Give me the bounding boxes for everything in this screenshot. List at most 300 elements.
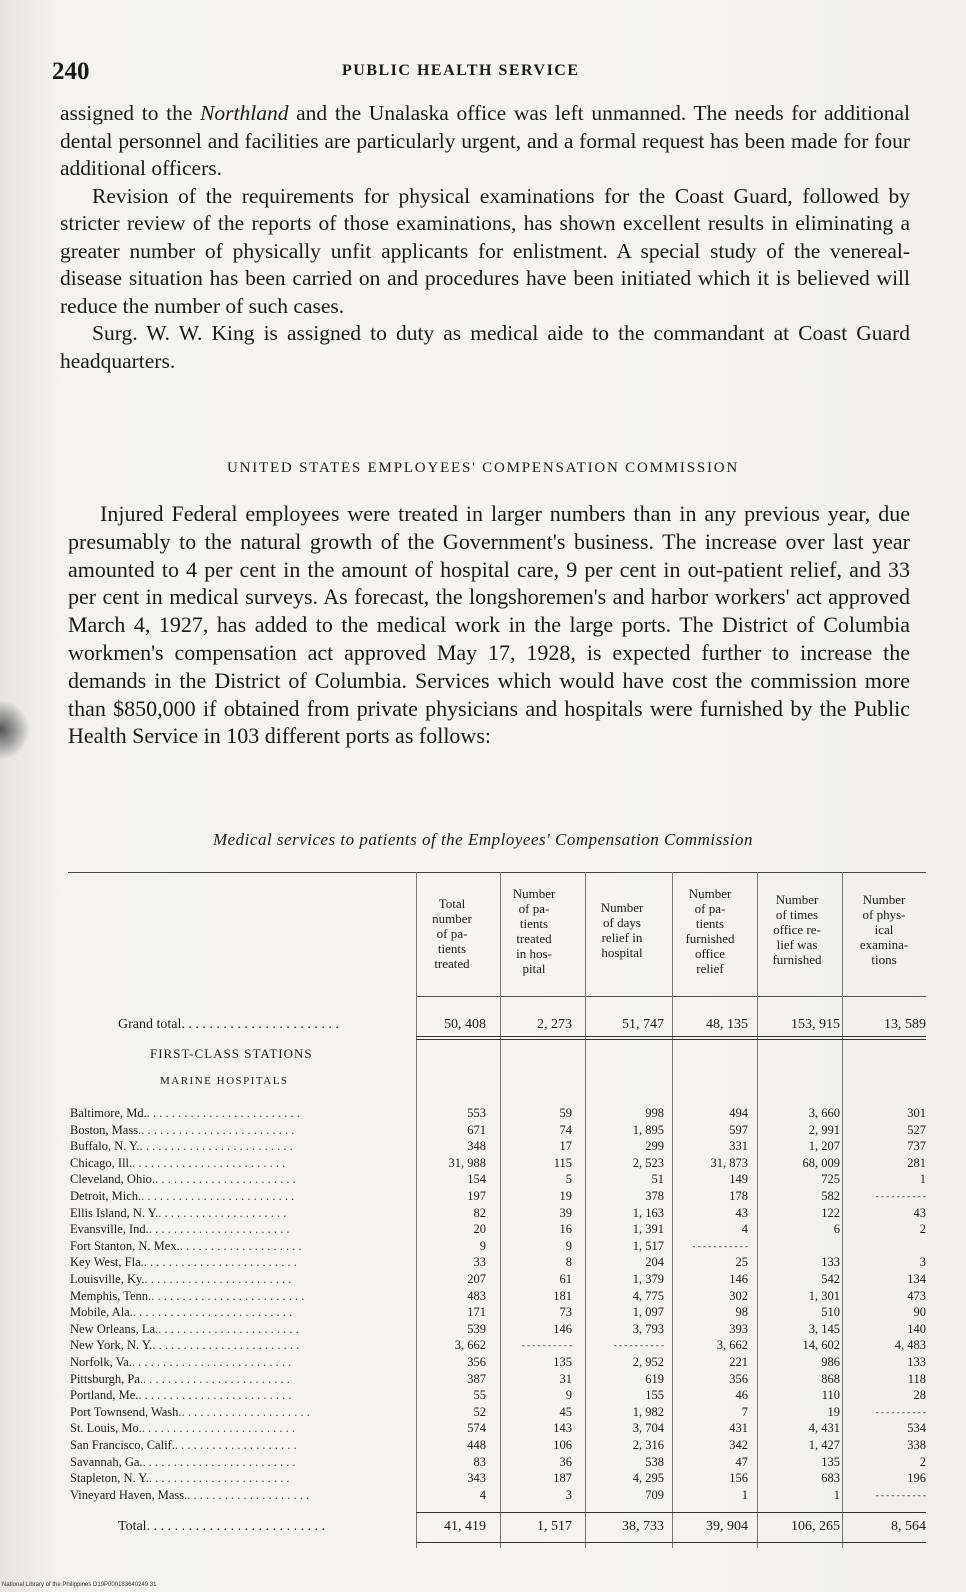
table-cell: 986: [821, 1355, 840, 1369]
row-label: [70, 1139, 293, 1153]
table-row: [70, 1322, 926, 1336]
table-cell: 1, 517: [632, 1238, 664, 1253]
table-cell: 2: [919, 1454, 926, 1469]
leader-dots: . . . . . . . . . . . . . . . . . . . .: [174, 1438, 297, 1452]
row-label-text: Grand total: [118, 1018, 182, 1032]
table-cell: 3, 793: [632, 1321, 664, 1336]
table-cell: 1, 301: [808, 1288, 840, 1303]
row-label: [70, 1289, 304, 1303]
table-row: [70, 1338, 926, 1352]
table-row: [70, 1455, 926, 1469]
table-cell: 393: [729, 1321, 748, 1336]
table-cell: 155: [645, 1388, 664, 1403]
column-header-line: relief: [696, 961, 724, 976]
table-cell: 204: [645, 1255, 664, 1270]
total-rule-top: [416, 1512, 926, 1513]
table-cell: 709: [645, 1487, 664, 1502]
leader-dots: . . . . . . . . . . . . . . . . . . . . . . . . . .: [132, 1305, 293, 1320]
row-label: [118, 1018, 339, 1032]
column-header-5: [757, 892, 837, 967]
leader-dots: . . . . . . . . . . . . . . . . . . . . . . . . .: [151, 1288, 305, 1303]
table-cell: 574: [467, 1421, 486, 1436]
row-label-text: Cleveland, Ohio.: [70, 1172, 156, 1187]
table-cell: 1, 895: [632, 1122, 664, 1137]
table-cell: 28: [913, 1388, 926, 1403]
table-cell: 197: [467, 1189, 486, 1203]
table-cell: 146: [729, 1272, 748, 1286]
table-cell: 146: [553, 1321, 572, 1336]
column-header-1: [417, 896, 487, 971]
table-cell: 8: [565, 1255, 572, 1270]
leader-dots: . . . . . . . . . . . . . . . . . . . . . . .: [158, 1321, 299, 1336]
table-cell: 1, 427: [808, 1438, 840, 1452]
table-cell: 4, 775: [632, 1288, 664, 1303]
table-cell: 51, 747: [622, 1017, 664, 1032]
column-header-line: of phys-: [862, 907, 906, 922]
table-cell: 90: [913, 1305, 926, 1320]
table-cell: 9: [565, 1238, 572, 1253]
row-label: [70, 1106, 300, 1120]
table-cell: 671: [467, 1122, 486, 1137]
table-row: [70, 1355, 926, 1369]
row-label: [70, 1372, 290, 1386]
table-row: [70, 1106, 926, 1120]
table-cell: 3, 660: [808, 1106, 840, 1120]
table-cell: 356: [467, 1355, 486, 1369]
row-label: [70, 1123, 294, 1137]
table-cell: 539: [467, 1321, 486, 1336]
table-cell: 122: [821, 1205, 840, 1220]
table-row: [70, 1488, 926, 1502]
leader-dots: . . . . . . . . . . . . . . . . . . . . . . .: [148, 1471, 290, 1486]
table-cell: 74: [559, 1122, 572, 1137]
table-cell: 510: [821, 1305, 840, 1320]
leader-dots: . . . . . . . . . . . . . . . . . . . .: [179, 1238, 302, 1253]
table-row: [70, 1405, 926, 1419]
subgroup-heading: MARINE HOSPITALS: [160, 1075, 289, 1087]
table-cell: 52: [473, 1404, 486, 1419]
row-label: [70, 1322, 299, 1336]
table-row: [70, 1438, 926, 1452]
leader-dots: . . . . . . . . . . . . . . . . . . . . . . . .: [144, 1272, 292, 1286]
table-cell: 25: [735, 1255, 748, 1270]
table-row: [70, 1206, 926, 1220]
column-header-line: furnished: [772, 952, 822, 967]
row-label: [70, 1405, 310, 1419]
table-row: [70, 1421, 926, 1435]
column-header-3: [582, 900, 662, 960]
table-cell: 1, 517: [537, 1519, 572, 1534]
row-label: [70, 1421, 295, 1435]
row-label: [70, 1488, 309, 1502]
row-label-text: Memphis, Tenn.: [70, 1288, 152, 1303]
table-cell: 43: [735, 1205, 748, 1220]
leader-dots: . . . . . . . . . . . . . . . . . . . . . . . . . .: [131, 1355, 292, 1369]
table-cell: 542: [821, 1272, 840, 1286]
leader-dots: . . . . . . . . . . . . . . . . . . . . . . . . .: [141, 1421, 296, 1436]
table-cell: 2: [919, 1222, 926, 1237]
row-label: [70, 1388, 292, 1402]
table-cell: 5: [565, 1172, 572, 1187]
row-label-text: San Francisco, Calif.: [70, 1438, 175, 1452]
table-cell: 9: [565, 1388, 572, 1403]
table-cell: 553: [467, 1106, 486, 1120]
table-row: [70, 1239, 926, 1253]
table-cell: 1, 379: [632, 1272, 664, 1286]
table-cell: 51: [651, 1172, 664, 1187]
row-label-text: Fort Stanton, N. Mex.: [70, 1238, 180, 1253]
section-body-text: [68, 500, 910, 750]
column-header-line: Number: [688, 886, 732, 901]
table-cell: 55: [473, 1388, 486, 1403]
table-cell: 118: [907, 1371, 926, 1386]
table-row: [70, 1156, 926, 1170]
column-header-line: examina-: [859, 937, 909, 952]
table-cell: 3: [565, 1487, 572, 1502]
leader-dots: . . . . . . . . . . . . . . . . . . . . . . . . .: [132, 1155, 286, 1170]
row-label-text: Total: [118, 1520, 147, 1534]
footer-credit: National Library of the Philippines D19P000183640249 31: [2, 1582, 157, 1588]
row-label: [70, 1272, 291, 1286]
column-header-line: furnished: [685, 931, 735, 946]
table-cell: 2, 952: [632, 1355, 664, 1369]
column-header-2: [499, 886, 569, 976]
table-cell: 221: [729, 1355, 748, 1369]
table-cell: - - - - - - - - - -: [613, 1340, 664, 1351]
leader-dots: . . . . . . . . . . . . . . . . . . . . . . . . .: [141, 1122, 295, 1137]
row-label: [70, 1156, 285, 1170]
table-cell: 1: [919, 1172, 926, 1187]
table-cell: 299: [645, 1139, 664, 1154]
column-header-line: of times: [775, 907, 819, 922]
table-cell: 110: [821, 1388, 840, 1403]
row-label: [70, 1189, 294, 1203]
table-cell: 36: [559, 1454, 572, 1469]
table-cell: 8, 564: [891, 1519, 926, 1534]
table-cell: 20: [473, 1222, 486, 1237]
table-top-rule: [68, 872, 926, 873]
table-cell: 9: [479, 1238, 486, 1253]
table-cell: 998: [645, 1106, 664, 1120]
row-label: [118, 1520, 325, 1534]
table-row: [70, 1139, 926, 1153]
table-cell: 140: [907, 1321, 926, 1336]
table-cell: 868: [821, 1371, 840, 1386]
table-cell: 135: [553, 1355, 572, 1369]
table-cell: 737: [907, 1139, 926, 1154]
table-cell: 597: [729, 1122, 748, 1137]
column-header-line: pital: [522, 961, 546, 976]
table-cell: 106: [553, 1438, 572, 1452]
table-cell: 1: [741, 1487, 748, 1502]
row-label-text: New Orleans, La.: [70, 1321, 159, 1336]
leader-dots: . . . . . . . . . . . . . . . . . . . . . . . . .: [146, 1106, 300, 1120]
leader-dots: . . . . . . . . . . . . . . . . . . . . . . . . .: [142, 1454, 296, 1469]
column-header-line: lief was: [776, 937, 818, 952]
table-cell: 338: [907, 1438, 926, 1452]
section-heading: UNITED STATES EMPLOYEES' COMPENSATION COMMISSION: [226, 460, 740, 476]
table-cell: 39, 904: [706, 1519, 748, 1534]
table-cell: 582: [821, 1189, 840, 1203]
table-cell: 171: [467, 1305, 486, 1320]
table-cell: 4, 483: [894, 1338, 926, 1353]
table-cell: 1: [833, 1487, 840, 1502]
column-header-line: of pa-: [436, 926, 468, 941]
table-cell: 82: [473, 1205, 486, 1220]
row-label-text: Detroit, Mich.: [70, 1189, 142, 1203]
table-cell: 31, 988: [448, 1155, 486, 1170]
table-cell: 2, 316: [632, 1438, 664, 1452]
table-cell: 133: [907, 1355, 926, 1369]
table-cell: 1, 982: [632, 1404, 664, 1419]
running-head: PUBLIC HEALTH SERVICE: [342, 62, 580, 79]
leader-dots: . . . . . . . . . . . . . . . . . . . . . . .: [148, 1222, 290, 1237]
table-cell: 187: [553, 1471, 572, 1486]
row-label-text: Louisville, Ky.: [70, 1272, 145, 1286]
leader-dots: . . . . . . . . . . . . . . . . . . . . . . . . .: [138, 1388, 292, 1403]
table-cell: 135: [821, 1454, 840, 1469]
row-label: [70, 1222, 289, 1236]
table-cell: 4: [479, 1487, 486, 1502]
table-cell: 133: [821, 1255, 840, 1270]
column-header-line: tions: [871, 952, 897, 967]
column-header-line: Number: [600, 900, 644, 915]
row-label-text: Mobile, Ala.: [70, 1305, 133, 1320]
row-label-text: Ellis Island, N. Y.: [70, 1205, 159, 1220]
table-row: [70, 1305, 926, 1319]
table-cell: 3, 662: [716, 1338, 748, 1353]
paragraph-2: Revision of the requirements for physical examinations for the Coast Guard, followed by stricter review of the reports of those examinations, has shown excellent results in eliminating a greater number of physically unfit applicants for enlistment. A special study of the venereal-disease situation has been carried on and procedures have been initiated which it is believed will reduce the number of such cases.: [60, 183, 910, 318]
leader-dots: . . . . . . . . . . . . . . . . . . . . . . . .: [143, 1371, 290, 1386]
table-row: [70, 1222, 926, 1236]
table-cell: 3, 704: [632, 1421, 664, 1436]
row-label-text: Vineyard Haven, Mass.: [70, 1487, 188, 1502]
table-row: [70, 1372, 926, 1386]
table-row: [70, 1123, 926, 1137]
table-cell: 19: [559, 1189, 572, 1203]
table-cell: 473: [907, 1288, 926, 1303]
table-cell: - - - - - - - - - -: [521, 1340, 572, 1351]
page-header: [52, 56, 912, 96]
ship-name: Northland: [200, 101, 289, 125]
table-cell: 38, 733: [622, 1519, 664, 1534]
column-header-4: [670, 886, 750, 976]
table-cell: - - - - - - - - - -: [875, 1489, 926, 1500]
column-header-line: relief in: [601, 930, 643, 945]
row-label-text: Port Townsend, Wash.: [70, 1404, 182, 1419]
table-cell: 3, 145: [808, 1321, 840, 1336]
body-text: [60, 100, 910, 375]
row-label: [70, 1471, 289, 1485]
table-cell: 134: [907, 1272, 926, 1286]
column-header-line: treated: [516, 931, 552, 946]
table-cell: 153, 915: [791, 1017, 840, 1032]
table-cell: 154: [467, 1172, 486, 1187]
table-cell: 4: [741, 1222, 748, 1237]
row-label: [70, 1255, 297, 1269]
table-cell: 143: [553, 1421, 572, 1436]
table-cell: 1, 163: [632, 1205, 664, 1220]
column-header-line: office re-: [773, 922, 821, 937]
column-header-line: office: [694, 946, 726, 961]
column-header-line: of days: [603, 915, 641, 930]
table-caption: Medical services to patients of the Employees' Compensation Commission: [212, 830, 754, 849]
leader-dots: . . . . . . . . . . . . . . . . . . . . . . . . .: [139, 1139, 293, 1154]
table-cell: 156: [729, 1471, 748, 1486]
table-row: [70, 1255, 926, 1269]
column-header-line: tients: [519, 916, 549, 931]
table-cell: 14, 602: [802, 1338, 840, 1353]
row-label-text: St. Louis, Mo.: [70, 1421, 142, 1436]
row-label-text: Chicago, Ill.: [70, 1155, 133, 1170]
table-cell: 61: [559, 1272, 572, 1286]
table-cell: 68, 009: [802, 1155, 840, 1170]
column-header-line: Total: [438, 896, 466, 911]
leader-dots: . . . . . . . . . . . . . . . . . . . . .: [158, 1205, 287, 1220]
row-label: [70, 1305, 292, 1319]
table-cell: 387: [467, 1371, 486, 1386]
table-cell: 725: [821, 1172, 840, 1187]
table-cell: 33: [473, 1255, 486, 1270]
row-label-text: Boston, Mass.: [70, 1122, 142, 1137]
table-cell: 6: [833, 1222, 840, 1237]
row-label: [70, 1239, 302, 1253]
table-row: [70, 1289, 926, 1303]
table-cell: 343: [467, 1471, 486, 1486]
row-label: [70, 1172, 296, 1186]
table-cell: 106, 265: [791, 1519, 840, 1534]
table-cell: 1, 391: [632, 1222, 664, 1237]
row-label-text: Pittsburgh, Pa.: [70, 1371, 144, 1386]
grand-total-rule-2: [416, 1039, 926, 1040]
table-cell: 378: [645, 1189, 664, 1203]
row-label-text: Evansville, Ind.: [70, 1222, 149, 1237]
column-header-line: hospital: [601, 945, 643, 960]
group-heading: FIRST-CLASS STATIONS: [150, 1046, 313, 1061]
table-cell: 115: [553, 1155, 572, 1170]
table-cell: 619: [645, 1371, 664, 1386]
row-label-text: Buffalo, N. Y.: [70, 1139, 140, 1154]
table-row: [70, 1172, 926, 1186]
column-header-line: tients: [695, 916, 725, 931]
column-header-line: of pa-: [694, 901, 726, 916]
row-label-text: Stapleton, N. Y.: [70, 1471, 149, 1486]
column-header-line: ical: [874, 922, 894, 937]
table-cell: - - - - - - - - - -: [875, 1406, 926, 1417]
table-cell: 331: [729, 1139, 748, 1154]
column-header-line: in hos-: [516, 946, 552, 961]
table-cell: 47: [735, 1454, 748, 1469]
row-label: [70, 1206, 286, 1220]
table-cell: 178: [729, 1189, 748, 1203]
table-cell: 1, 097: [632, 1305, 664, 1320]
paragraph-1: assigned to the Northland and the Unalaska office was left unmanned. The needs for additional dental personnel and facilities are particularly urgent, and a formal request has been made for four additional officers.: [60, 101, 910, 180]
table-cell: 207: [467, 1272, 486, 1286]
table-cell: 431: [729, 1421, 748, 1436]
table-cell: 2, 523: [632, 1155, 664, 1170]
table-cell: 98: [735, 1305, 748, 1320]
column-header-line: treated: [434, 956, 470, 971]
row-label: [70, 1455, 296, 1469]
total-row: [118, 1520, 926, 1534]
grand-total-rule-1: [416, 1036, 926, 1037]
table-cell: 302: [729, 1288, 748, 1303]
table-cell: 4, 295: [632, 1471, 664, 1486]
table-cell: 17: [559, 1139, 572, 1154]
column-header-6: [844, 892, 924, 967]
table-cell: 43: [913, 1205, 926, 1220]
table-cell: 48, 135: [706, 1017, 748, 1032]
leader-dots: . . . . . . . . . . . . . . . . . . . . . . .: [181, 1018, 339, 1032]
table-cell: 39: [559, 1205, 572, 1220]
column-header-line: Number: [862, 892, 906, 907]
table-cell: 73: [559, 1305, 572, 1320]
table-cell: 3: [919, 1255, 926, 1270]
table-cell: 16: [559, 1222, 572, 1237]
row-label-text: Key West, Fla.: [70, 1255, 144, 1270]
paragraph-3: Surg. W. W. King is assigned to duty as medical aide to the commandant at Coast Guard headquarters.: [60, 321, 910, 373]
leader-dots: . . . . . . . . . . . . . . . . . . . . . . . . .: [141, 1189, 295, 1203]
table-cell: 4, 431: [808, 1421, 840, 1436]
table-cell: 59: [559, 1106, 572, 1120]
leader-dots: . . . . . . . . . . . . . . . . . . . .: [187, 1487, 310, 1502]
row-label-text: New York, N. Y.: [70, 1338, 153, 1353]
table-cell: 538: [645, 1454, 664, 1469]
column-header-line: number: [432, 911, 472, 926]
table-cell: 683: [821, 1471, 840, 1486]
table-cell: - - - - - - - - - -: [875, 1191, 926, 1201]
row-label-text: Norfolk, Va.: [70, 1355, 132, 1369]
row-label-text: Savannah, Ga.: [70, 1454, 143, 1469]
table-cell: 181: [553, 1288, 572, 1303]
table-row: [70, 1189, 926, 1203]
column-header-line: Number: [512, 886, 556, 901]
table-cell: 19: [827, 1404, 840, 1419]
leader-dots: . . . . . . . . . . . . . . . . . . . . . . . . .: [143, 1255, 297, 1270]
row-label-text: Baltimore, Md.: [70, 1106, 147, 1120]
table-cell: 2, 991: [808, 1122, 840, 1137]
column-header-line: of pa-: [518, 901, 550, 916]
table-cell: 45: [559, 1404, 572, 1419]
leader-dots: . . . . . . . . . . . . . . . . . . . . .: [181, 1404, 310, 1419]
table-cell: 348: [467, 1139, 486, 1154]
page-number: 240: [52, 58, 90, 85]
row-label-text: Portland, Me.: [70, 1388, 139, 1403]
total-rule-bottom: [416, 1542, 926, 1543]
table-header-rule: [416, 996, 926, 997]
table-cell: 483: [467, 1288, 486, 1303]
table-cell: 13, 589: [884, 1017, 926, 1032]
table-cell: 50, 408: [444, 1017, 486, 1032]
table-cell: 196: [907, 1471, 926, 1486]
binding-smudge: [0, 700, 30, 760]
row-label: [70, 1438, 297, 1452]
table-cell: 31: [559, 1371, 572, 1386]
table-cell: 534: [907, 1421, 926, 1436]
row-label: [70, 1355, 291, 1369]
table-cell: 494: [729, 1106, 748, 1120]
table-cell: - - - - - - - - - - -: [692, 1240, 748, 1251]
section-paragraph: Injured Federal employees were treated in larger numbers than in any previous year, due presumably to the natural growth of the Government's business. The increase over last year amounted to 4 per cent in the amount of hospital care, 9 per cent in out-patient relief, and 33 per cent in medical surveys. As forecast, the longshoremen's and harbor workers' act approved March 4, 1927, has added to the medical work in the large ports. The District of Columbia workmen's compensation act approved May 17, 1928, is expected further to increase the demands in the District of Columbia. Services which would have cost the commission more than $850,000 if obtained from private physicians and hospitals were furnished by the Public Health Service in 103 different ports as follows:: [68, 501, 910, 749]
table-cell: 149: [729, 1172, 748, 1187]
table-cell: 527: [907, 1122, 926, 1137]
table-cell: 3, 662: [454, 1338, 486, 1353]
leader-dots: . . . . . . . . . . . . . . . . . . . . . . . .: [152, 1338, 300, 1353]
table-cell: 281: [907, 1155, 926, 1170]
table-row: [70, 1388, 926, 1402]
table-cell: 2, 273: [537, 1017, 572, 1032]
column-header-line: tients: [437, 941, 467, 956]
